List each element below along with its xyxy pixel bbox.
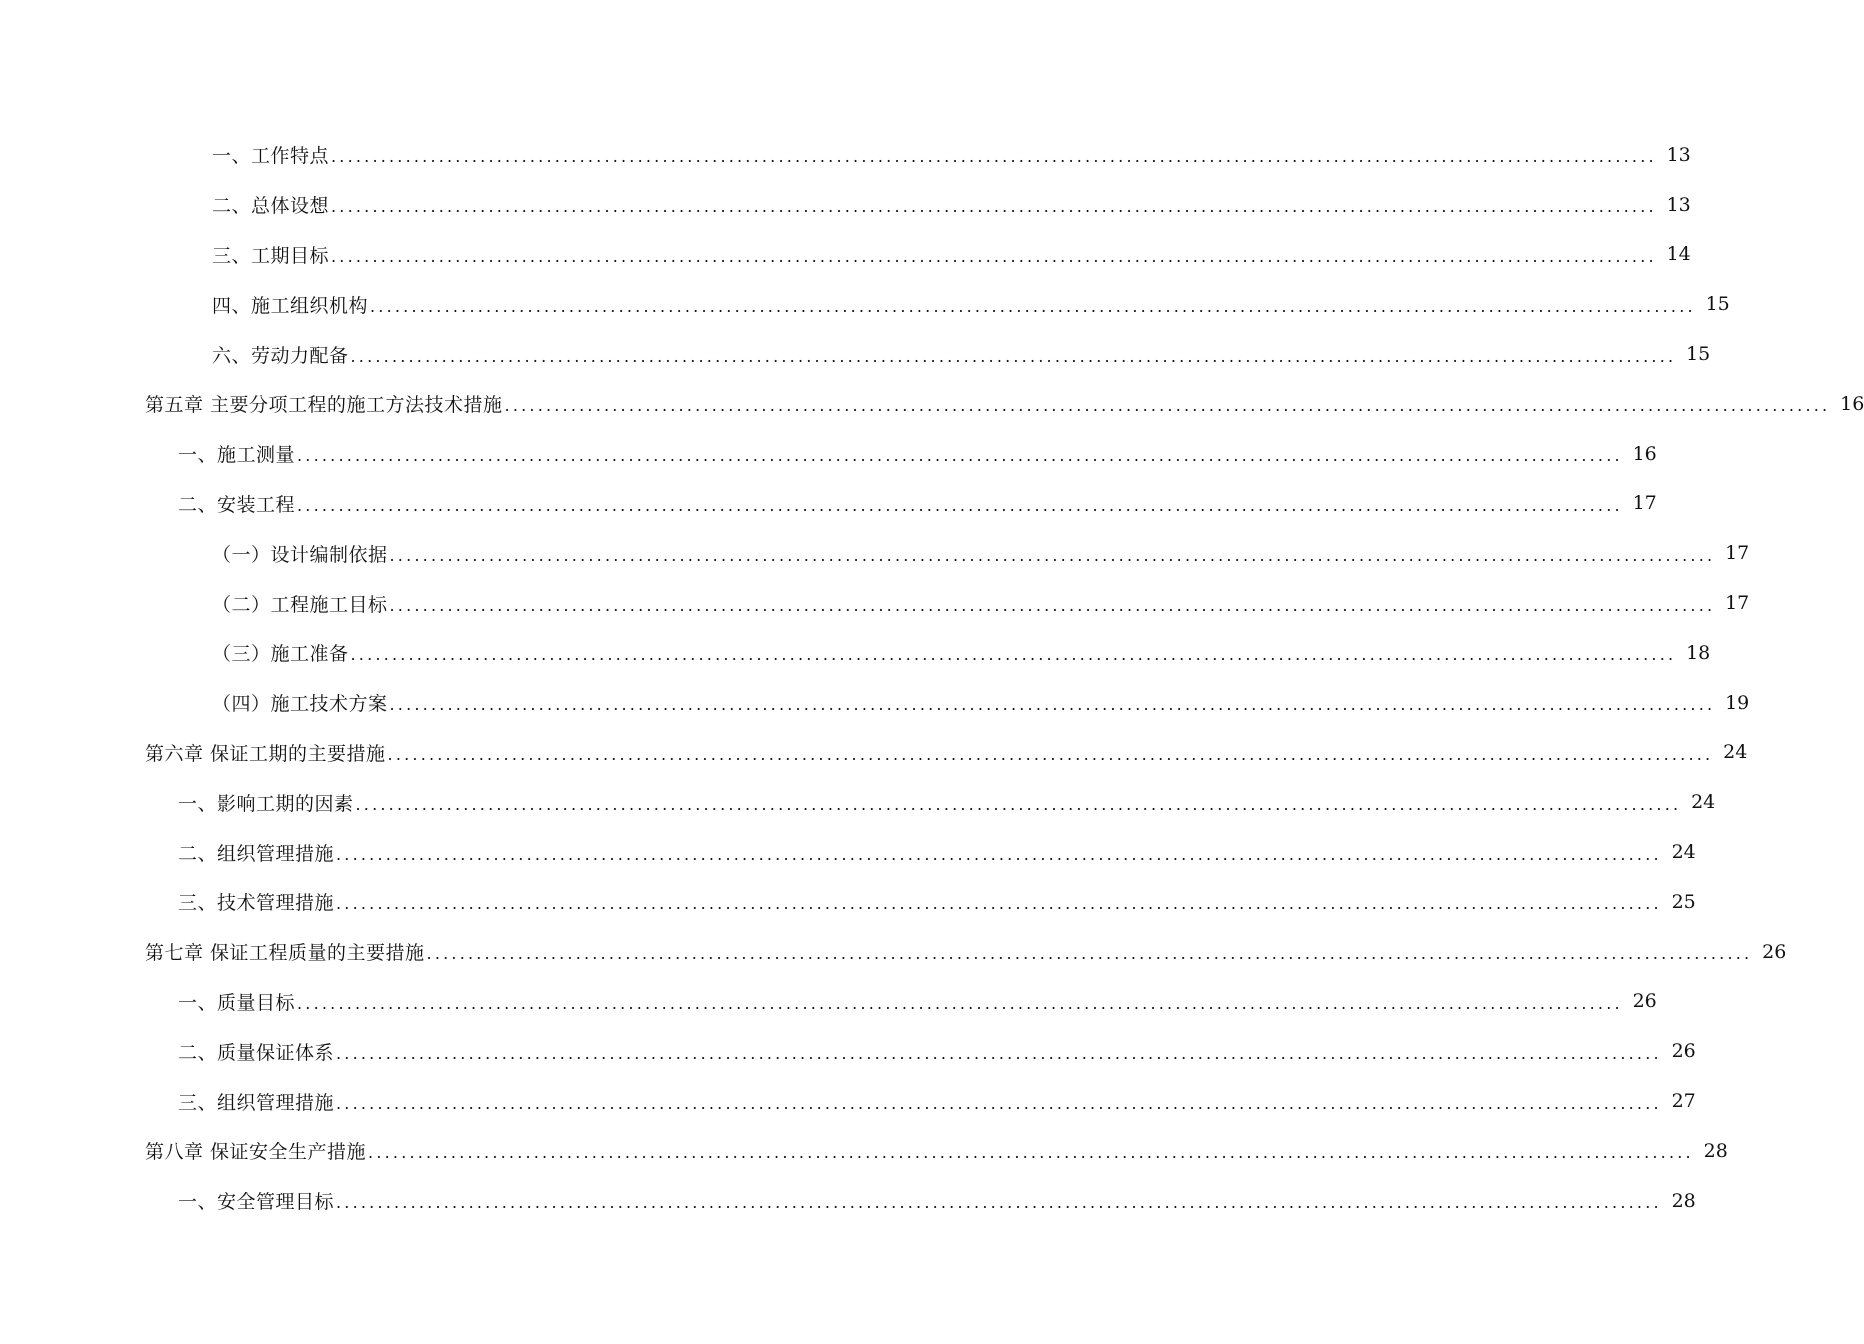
toc-entry-title: 四、施工组织机构 [212,294,369,317]
toc-entry[interactable] [0,429,1657,479]
toc-page-number: 24 [1723,741,1748,764]
toc-leader-dots: ................................................................................................................................................................ [389,595,1716,615]
toc-entry-title: 第八章 保证安全生产措施 [145,1141,367,1164]
toc-leader-dots: ................................................................................................................................................................ [336,1093,1662,1113]
toc-entry-title: 第六章 保证工期的主要措施 [145,742,386,765]
toc-page-number: 14 [1666,243,1691,266]
toc-page-number: 26 [1762,940,1787,963]
toc-entry[interactable] [0,479,1657,529]
toc-leader-dots: ................................................................................................................................................................ [350,346,1677,366]
toc-entry-title: 第七章 保证工程质量的主要措施 [145,942,425,965]
toc-entry[interactable] [0,130,1691,180]
toc-entry[interactable] [0,977,1657,1027]
toc-entry-title: 第五章 主要分项工程的施工方法技术措施 [145,394,503,417]
toc-page-number: 17 [1725,542,1750,565]
toc-entry-title: （一）设计编制依据 [212,543,388,566]
toc-page-number: 17 [1725,592,1750,615]
toc-entry[interactable] [0,628,1711,678]
toc-page-number: 26 [1632,990,1657,1013]
toc-page-number: 17 [1632,492,1657,515]
toc-entry[interactable] [0,827,1696,877]
toc-leader-dots: ................................................................................................................................................................ [370,296,1696,316]
table-of-contents [0,130,1864,1226]
toc-page-number: 13 [1666,143,1691,166]
toc-entry[interactable] [0,279,1730,329]
toc-entry[interactable] [0,1026,1696,1076]
toc-chapter-entry[interactable] [0,728,1748,778]
toc-entry[interactable] [0,230,1691,280]
toc-page-number: 26 [1671,1040,1696,1063]
toc-entry-title: 六、劳动力配备 [212,344,349,367]
toc-leader-dots: ................................................................................................................................................................ [336,894,1662,914]
toc-entry-title: 三、组织管理措施 [178,1091,335,1114]
toc-leader-dots: ................................................................................................................................................................ [336,844,1662,864]
toc-leader-dots: ................................................................................................................................................................ [331,246,1657,266]
toc-entry-title: 二、组织管理措施 [178,842,335,865]
toc-entry[interactable] [0,1176,1696,1226]
toc-page-number: 16 [1632,442,1657,465]
toc-page-number: 15 [1686,343,1711,366]
toc-entry-title: 一、安全管理目标 [178,1191,335,1214]
toc-entry-title: 三、工期目标 [212,244,330,267]
toc-entry[interactable] [0,777,1716,827]
toc-chapter-entry[interactable] [0,927,1787,977]
toc-leader-dots: ................................................................................................................................................................ [297,446,1623,466]
toc-entry[interactable] [0,329,1711,379]
toc-leader-dots: ................................................................................................................................................................ [426,944,1753,964]
toc-page-number: 28 [1703,1139,1728,1162]
toc-leader-dots: ................................................................................................................................................................ [331,147,1657,167]
toc-page-number: 27 [1671,1090,1696,1113]
toc-entry-title: 二、总体设想 [212,195,330,218]
toc-leader-dots: ................................................................................................................................................................ [355,794,1682,814]
toc-page-number: 19 [1725,691,1750,714]
toc-chapter-entry[interactable] [0,379,1864,429]
toc-leader-dots: ................................................................................................................................................................ [331,197,1657,217]
toc-entry-title: 二、安装工程 [178,493,296,516]
toc-leader-dots: ................................................................................................................................................................ [387,744,1714,764]
toc-leader-dots: ................................................................................................................................................................ [389,695,1716,715]
toc-entry[interactable] [0,180,1691,230]
toc-page-number: 28 [1671,1189,1696,1212]
toc-page-number: 25 [1671,890,1696,913]
toc-leader-dots: ................................................................................................................................................................ [336,1193,1662,1213]
toc-page-number: 15 [1705,293,1730,316]
toc-entry-title: 一、影响工期的因素 [178,792,354,815]
toc-entry[interactable] [0,877,1696,927]
toc-entry-title: （二）工程施工目标 [212,593,388,616]
toc-entry-title: 一、工作特点 [212,145,330,168]
toc-leader-dots: ................................................................................................................................................................ [389,545,1716,565]
toc-page-number: 13 [1666,193,1691,216]
toc-entry[interactable] [0,528,1750,578]
toc-page-number: 24 [1691,791,1716,814]
toc-leader-dots: ................................................................................................................................................................ [350,645,1677,665]
toc-leader-dots: ................................................................................................................................................................ [368,1143,1694,1163]
toc-entry-title: （四）施工技术方案 [212,693,388,716]
toc-entry-title: （三）施工准备 [212,643,349,666]
toc-entry[interactable] [0,578,1750,628]
toc-page-number: 18 [1686,641,1711,664]
toc-entry-title: 二、质量保证体系 [178,1041,335,1064]
toc-chapter-entry[interactable] [0,1126,1728,1176]
toc-leader-dots: ................................................................................................................................................................ [336,1043,1662,1063]
toc-leader-dots: ................................................................................................................................................................ [504,396,1831,416]
toc-entry[interactable] [0,678,1750,728]
toc-entry[interactable] [0,1076,1696,1126]
toc-page-number: 24 [1671,841,1696,864]
toc-entry-title: 三、技术管理措施 [178,892,335,915]
toc-page-number: 16 [1840,392,1864,415]
toc-entry-title: 一、施工测量 [178,444,296,467]
toc-leader-dots: ................................................................................................................................................................ [297,993,1623,1013]
toc-entry-title: 一、质量目标 [178,991,296,1014]
toc-leader-dots: ................................................................................................................................................................ [297,495,1623,515]
